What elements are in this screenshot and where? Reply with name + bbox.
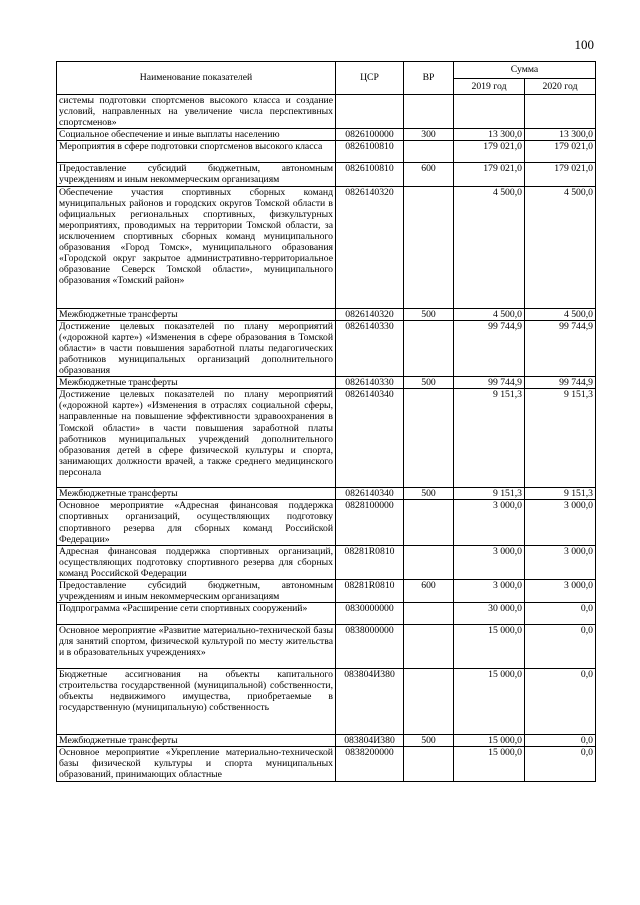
row-2020-cell: 3 000,0: [525, 545, 596, 579]
row-2020-cell: 0,0: [525, 735, 596, 747]
table-row: [57, 625, 596, 669]
row-vr-cell: [404, 389, 454, 488]
row-2019-cell: 99 744,9: [454, 377, 525, 389]
table-row: [57, 603, 596, 625]
table-row: [57, 377, 596, 389]
row-vr-cell: 500: [404, 735, 454, 747]
row-csr-cell: 0826100000: [336, 129, 404, 141]
row-vr-cell: [404, 603, 454, 625]
row-2019-cell: 15 000,0: [454, 735, 525, 747]
row-2020-cell: 3 000,0: [525, 579, 596, 602]
row-name-cell: Бюджетные ассигнования на объекты капитального строительства государственной (муниципальной) собственности, объекты недвижимого имущества, приобретаемые в государственную (муниципальную) собственность: [57, 669, 336, 735]
row-vr-cell: 500: [404, 488, 454, 500]
row-2020-cell: 9 151,3: [525, 488, 596, 500]
header-year-2020: 2020 год: [525, 79, 596, 95]
table-row: [57, 389, 596, 488]
row-csr-cell: 0826140340: [336, 389, 404, 488]
header-csr: ЦСР: [336, 62, 404, 95]
row-2019-cell: 9 151,3: [454, 389, 525, 488]
row-name-cell: Подпрограмма «Расширение сети спортивных сооружений»: [57, 603, 336, 625]
row-csr-cell: 0838000000: [336, 625, 404, 669]
budget-table: [56, 61, 596, 782]
row-name-cell: Межбюджетные трансферты: [57, 377, 336, 389]
table-row: [57, 747, 596, 781]
table-row: [57, 186, 596, 308]
row-2019-cell: 99 744,9: [454, 320, 525, 376]
table-row: [57, 308, 596, 320]
row-2019-cell: 4 500,0: [454, 186, 525, 308]
row-2020-cell: 4 500,0: [525, 186, 596, 308]
row-name-cell: системы подготовки спортсменов высокого класса и создание условий, направленных на увеличение числа перспективных спортсменов»: [57, 95, 336, 129]
table-row: [57, 129, 596, 141]
row-name-cell: Социальное обеспечение и иные выплаты населению: [57, 129, 336, 141]
row-vr-cell: [404, 95, 454, 129]
row-name-cell: Адресная финансовая поддержка спортивных организаций, осуществляющих подготовку спортивного резерва для сборных команд Российской Федерации: [57, 545, 336, 579]
row-2020-cell: 4 500,0: [525, 308, 596, 320]
row-name-cell: Предоставление субсидий бюджетным, автономным учреждениям и иным некоммерческим организациям: [57, 579, 336, 602]
row-vr-cell: 600: [404, 163, 454, 186]
table-row: [57, 95, 596, 129]
table-row: [57, 579, 596, 602]
table-row: [57, 500, 596, 545]
row-csr-cell: 0826140330: [336, 320, 404, 376]
row-csr-cell: 083804И380: [336, 669, 404, 735]
table-row: [57, 163, 596, 186]
row-name-cell: Основное мероприятие «Адресная финансовая поддержка спортивных организаций, осуществляющих подготовку спортивного резерва для сборных команд Российской Федерации»: [57, 500, 336, 545]
header-sum: Сумма: [454, 62, 596, 79]
table-row: [57, 735, 596, 747]
row-name-cell: Мероприятия в сфере подготовки спортсменов высокого класса: [57, 141, 336, 163]
row-2019-cell: 9 151,3: [454, 488, 525, 500]
row-name-cell: Основное мероприятие «Укрепление материально-технической базы физической культуры и спорта муниципальных образований, принимающих областные: [57, 747, 336, 781]
row-csr-cell: 0826140330: [336, 377, 404, 389]
row-2020-cell: 179 021,0: [525, 141, 596, 163]
row-2020-cell: 0,0: [525, 603, 596, 625]
row-vr-cell: [404, 500, 454, 545]
row-vr-cell: 500: [404, 308, 454, 320]
row-csr-cell: 0826100810: [336, 141, 404, 163]
row-2019-cell: 13 300,0: [454, 129, 525, 141]
row-csr-cell: 0828100000: [336, 500, 404, 545]
row-vr-cell: [404, 625, 454, 669]
row-vr-cell: [404, 747, 454, 781]
row-2019-cell: [454, 95, 525, 129]
table-row: [57, 320, 596, 376]
row-csr-cell: 083804И380: [336, 735, 404, 747]
row-2020-cell: 0,0: [525, 747, 596, 781]
row-2019-cell: 179 021,0: [454, 163, 525, 186]
row-2019-cell: 30 000,0: [454, 603, 525, 625]
row-name-cell: Межбюджетные трансферты: [57, 735, 336, 747]
table-row: [57, 545, 596, 579]
row-csr-cell: 0826140320: [336, 308, 404, 320]
row-name-cell: Межбюджетные трансферты: [57, 488, 336, 500]
row-vr-cell: 300: [404, 129, 454, 141]
row-csr-cell: 0826100810: [336, 163, 404, 186]
row-2020-cell: 179 021,0: [525, 163, 596, 186]
row-csr-cell: 08281R0810: [336, 579, 404, 602]
row-2020-cell: 99 744,9: [525, 320, 596, 376]
row-2019-cell: 3 000,0: [454, 545, 525, 579]
row-2019-cell: 15 000,0: [454, 747, 525, 781]
row-csr-cell: 0826140320: [336, 186, 404, 308]
row-name-cell: Основное мероприятие «Развитие материально-технической базы для занятий спортом, физической культурой по месту жительства и в образовательных учреждениях»: [57, 625, 336, 669]
row-vr-cell: 600: [404, 579, 454, 602]
row-vr-cell: [404, 186, 454, 308]
row-csr-cell: 0838200000: [336, 747, 404, 781]
row-2019-cell: 15 000,0: [454, 625, 525, 669]
row-name-cell: Предоставление субсидий бюджетным, автономным учреждениям и иным некоммерческим организациям: [57, 163, 336, 186]
row-2019-cell: 4 500,0: [454, 308, 525, 320]
row-vr-cell: [404, 669, 454, 735]
row-vr-cell: [404, 545, 454, 579]
row-2019-cell: 15 000,0: [454, 669, 525, 735]
header-name: Наименование показателей: [57, 62, 336, 95]
table-body: [57, 95, 596, 782]
row-csr-cell: 08281R0810: [336, 545, 404, 579]
row-2020-cell: 3 000,0: [525, 500, 596, 545]
row-2019-cell: 179 021,0: [454, 141, 525, 163]
row-csr-cell: 0826140340: [336, 488, 404, 500]
row-name-cell: Межбюджетные трансферты: [57, 308, 336, 320]
row-vr-cell: 500: [404, 377, 454, 389]
row-2020-cell: 9 151,3: [525, 389, 596, 488]
row-name-cell: Достижение целевых показателей по плану мероприятий («дорожной карте») «Изменения в сфере образования в Томской области» в части повышения заработной платы педагогических работников муниципальных организаций дополнительного образования: [57, 320, 336, 376]
row-name-cell: Достижение целевых показателей по плану мероприятий («дорожной карте») «Изменения в отраслях социальной сферы, направленные на повышение эффективности здравоохранения в Томской области» в части повышения заработной платы работников муниципальных учреждений дополнительного образования детей в сфере физической культуры и спорта, занимающих должности врачей, а также среднего медицинского персонала: [57, 389, 336, 488]
header-vr: ВР: [404, 62, 454, 95]
row-2019-cell: 3 000,0: [454, 579, 525, 602]
row-csr-cell: 0830000000: [336, 603, 404, 625]
table-header: [57, 62, 596, 95]
table-row: [57, 141, 596, 163]
row-2020-cell: [525, 95, 596, 129]
table-row: [57, 488, 596, 500]
row-vr-cell: [404, 141, 454, 163]
table-row: [57, 669, 596, 735]
row-csr-cell: [336, 95, 404, 129]
row-2020-cell: 0,0: [525, 669, 596, 735]
row-name-cell: Обеспечение участия спортивных сборных команд муниципальных районов и городских округов Томской области в официальных региональных спортивных, физкультурных мероприятиях, проводимых на территории Томской области, за исключением спортивных сборных команд муниципального образования «Город Томск», муниципального образования «Городской округ закрытое административно-территориальное образование Северск Томской области», муниципального образования «Томский район»: [57, 186, 336, 308]
header-year-2019: 2019 год: [454, 79, 525, 95]
row-2020-cell: 13 300,0: [525, 129, 596, 141]
row-2019-cell: 3 000,0: [454, 500, 525, 545]
row-vr-cell: [404, 320, 454, 376]
page-number: 100: [574, 37, 594, 52]
row-2020-cell: 99 744,9: [525, 377, 596, 389]
row-2020-cell: 0,0: [525, 625, 596, 669]
